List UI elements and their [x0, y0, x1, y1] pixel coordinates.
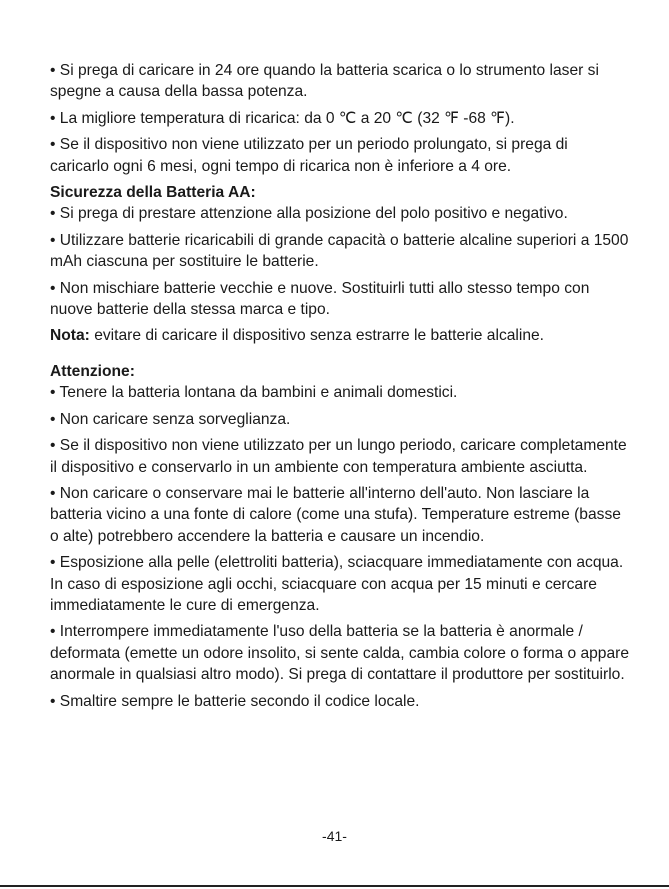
note-label: Nota:	[50, 327, 90, 345]
attention-item-6: • Interrompere immediatamente l'uso della batteria se la batteria è anormale / deformata (emette un odore insolito, si sente calda, cambia colore o forma o appare anormale in qualsiasi altro modo). Si prega di contattare il produttore per sostituirlo.	[50, 623, 630, 684]
attention-heading: Attenzione:	[50, 362, 135, 380]
attention-item-1: • Tenere la batteria lontana da bambini e animali domestici.	[50, 384, 458, 402]
page-number: -41-	[322, 828, 347, 844]
manual-page-body	[50, 60, 630, 717]
charging-item-2: • La migliore temperatura di ricarica: da 0 ℃ a 20 ℃ (32 ℉ -68 ℉).	[50, 109, 515, 127]
note-paragraph	[50, 325, 630, 346]
attention-item-7: • Smaltire sempre le batterie secondo il codice locale.	[50, 692, 420, 710]
charging-item-3: • Se il dispositivo non viene utilizzato per un periodo prolungato, si prega di caricarlo ogni 6 mesi, ogni tempo di ricarica non è inferiore a 4 ore.	[50, 136, 568, 175]
charging-item-1: • Si prega di caricare in 24 ore quando la batteria scarica o lo strumento laser si spegne a causa della bassa potenza.	[50, 62, 599, 101]
attention-item-3: • Se il dispositivo non viene utilizzato per un lungo periodo, caricare completamente il dispositivo e conservarlo in un ambiente con temperatura ambiente asciutta.	[50, 437, 627, 476]
aa-item-3: • Non mischiare batterie vecchie e nuove. Sostituirli tutti allo stesso tempo con nuove batterie della stessa marca e tipo.	[50, 279, 590, 319]
attention-item-5: • Esposizione alla pelle (elettroliti batteria), sciacquare immediatamente con acqua. In caso di esposizione agli occhi, sciacquare con acqua per 15 minuti e cercare immediatamente le cure di emergenza.	[50, 554, 624, 614]
attention-item-2: • Non caricare senza sorveglianza.	[50, 410, 291, 428]
aa-item-1: • Si prega di prestare attenzione alla posizione del polo positivo e negativo.	[50, 205, 568, 223]
attention-item-4: • Non caricare o conservare mai le batterie all'interno dell'auto. Non lasciare la batteria vicino a una fonte di calore (come una stufa). Temperature estreme (basse o alte) potrebbero accendere la batteria e causare un incendio.	[50, 484, 621, 545]
aa-battery-safety-heading: Sicurezza della Batteria AA:	[50, 184, 256, 202]
aa-item-2: • Utilizzare batterie ricaricabili di grande capacità o batterie alcaline superiori a 1500 mAh ciascuna per sostituire le batterie.	[50, 231, 629, 271]
note-text: evitare di caricare il dispositivo senza estrarre le batterie alcaline.	[89, 327, 545, 345]
bottom-rule	[0, 885, 669, 887]
